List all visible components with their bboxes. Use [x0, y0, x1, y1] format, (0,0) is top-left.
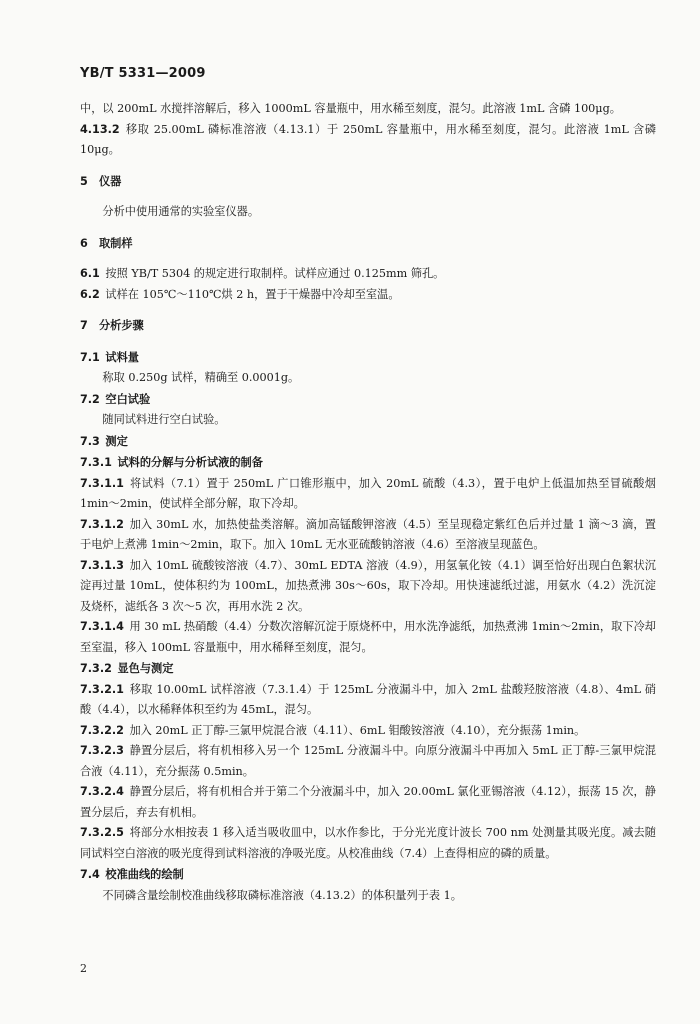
clause-text: 称取 0.250g 试样，精确至 0.0001g。	[102, 371, 300, 384]
clause-text: 空白试验	[105, 391, 151, 406]
clause-text: 试料量	[105, 349, 139, 364]
clause-text: 试样在 105℃～110℃烘 2 h，置于干燥器中冷却至室温。	[105, 287, 400, 301]
numbered-paragraph	[80, 823, 656, 864]
clause-number: 7.3.1.2	[80, 517, 124, 531]
clause-number: 7.1	[80, 350, 100, 364]
clause-text: 校准曲线的绘制	[105, 867, 184, 881]
clause-text: 加入 20mL 正丁醇-三氯甲烷混合液（4.11）、6mL 钼酸铵溶液（4.10），充分振荡 1min。	[129, 723, 586, 737]
clause-text: 移取 25.00mL 磷标准溶液（4.13.1）于 250mL 容量瓶中，用水稀至刻度，混匀。此溶液 1mL 含磷 10μg。	[80, 122, 656, 156]
clause-text: 取制样	[98, 235, 133, 250]
paragraph	[80, 410, 656, 431]
clause-number: 7.3.1.1	[80, 476, 124, 490]
clause-number: 4.13.2	[80, 122, 120, 136]
numbered-paragraph	[80, 99, 656, 120]
subsection-heading	[80, 431, 656, 453]
clause-text: 分析步骤	[98, 318, 144, 332]
numbered-paragraph	[80, 782, 656, 823]
paragraph	[80, 368, 656, 389]
clause-text: 仪器	[98, 173, 122, 188]
section-heading	[80, 315, 656, 337]
numbered-paragraph	[80, 680, 656, 721]
paragraph	[80, 886, 656, 907]
clause-number: 6.1	[80, 267, 100, 280]
subsection-heading	[80, 389, 656, 411]
clause-text: 中，以 200mL 水搅拌溶解后，移入 1000mL 容量瓶中，用水稀至刻度，混匀。此溶液 1mL 含磷 100μg。	[80, 102, 621, 115]
clause-number: 6.2	[80, 287, 100, 301]
clause-number: 7	[80, 319, 88, 332]
clause-text: 移取 10.00mL 试样溶液（7.3.1.4）于 125mL 分液漏斗中，加入 2mL 盐酸羟胺溶液（4.8）、4mL 硝酸（4.4），以水稀释体积至约为 45mL，混匀。	[80, 682, 656, 716]
clause-number: 6	[80, 236, 88, 250]
numbered-paragraph	[80, 285, 656, 306]
numbered-paragraph	[80, 515, 656, 556]
subsection-heading	[80, 864, 656, 886]
document-body	[80, 99, 656, 906]
numbered-paragraph	[80, 721, 656, 742]
clause-text: 按照 YB/T 5304 的规定进行取制样。试样应通过 0.125mm 筛孔。	[105, 267, 445, 280]
numbered-paragraph	[80, 474, 656, 515]
subsection-heading	[80, 347, 656, 369]
clause-text: 分析中使用通常的实验室仪器。	[102, 205, 260, 218]
clause-number: 7.2	[80, 392, 100, 406]
numbered-paragraph	[80, 120, 656, 161]
clause-number: 7.3	[80, 434, 100, 448]
numbered-paragraph	[80, 264, 656, 285]
clause-text: 试料的分解与分析试液的制备	[117, 455, 263, 469]
standard-code-header: YB/T 5331—2009	[80, 66, 206, 81]
clause-text: 用 30 mL 热硝酸（4.4）分数次溶解沉淀于原烧杯中，用水洗净滤纸，加热煮沸 1min～2min，取下冷却至室温，移入 100mL 容量瓶中，用水稀释至刻度，混匀。	[80, 620, 656, 654]
clause-number: 7.3.2	[80, 662, 112, 675]
clause-number: 7.3.2.5	[80, 826, 124, 839]
section-heading	[80, 233, 656, 255]
clause-number: 7.4	[80, 868, 100, 881]
paragraph	[80, 202, 656, 223]
clause-text: 静置分层后，将有机相移入另一个 125mL 分液漏斗中。向原分液漏斗中再加入 5mL 正丁醇-三氯甲烷混合液（4.11），充分振荡 0.5min。	[80, 744, 656, 778]
subsection-heading	[80, 658, 656, 680]
clause-text: 将试料（7.1）置于 250mL 广口锥形瓶中，加入 20mL 硫酸（4.3），置于电炉上低温加热至冒硫酸烟 1min～2min，使试样全部分解，取下冷却。	[80, 476, 656, 510]
clause-text: 加入 10mL 硫酸铵溶液（4.7）、30mL EDTA 溶液（4.9），用氢氧化铵（4.1）调至恰好出现白色絮状沉淀再过量 10mL，使体积约为 100mL，加热煮沸 30s～60s，取下冷却。用快速滤纸过滤，用氨水（4.2）洗沉淀及烧杯，滤纸各 3 次～5 次，再用水洗 2 次。	[80, 558, 656, 613]
clause-number: 7.3.2.1	[80, 682, 124, 696]
clause-text: 静置分层后，将有机相合并于第二个分液漏斗中，加入 20.00mL 氯化亚锡溶液（4.12），振荡 15 次，静置分层后，弃去有机相。	[80, 785, 656, 819]
clause-number: 7.3.2.4	[80, 785, 124, 798]
clause-text: 测定	[105, 433, 128, 448]
section-heading	[80, 171, 656, 193]
clause-number: 7.3.1.3	[80, 558, 124, 572]
clause-text: 不同磷含量绘制校准曲线移取磷标准溶液（4.13.2）的体积量列于表 1。	[102, 888, 462, 902]
clause-text: 将部分水相按表 1 移入适当吸收皿中，以水作参比，于分光光度计波长 700 nm 处测量其吸光度。减去随同试料空白溶液的吸光度得到试料溶液的净吸光度。从校准曲线（7.4）上查得相应的磷的质量。	[80, 826, 656, 860]
subsection-heading	[80, 452, 656, 474]
numbered-paragraph	[80, 617, 656, 658]
page-number: 2	[80, 962, 87, 975]
clause-text: 随同试料进行空白试验。	[102, 413, 226, 426]
numbered-paragraph	[80, 741, 656, 782]
clause-number: 5	[80, 174, 88, 188]
clause-number: 7.3.2.3	[80, 744, 124, 757]
clause-number: 7.3.2.2	[80, 723, 124, 737]
clause-number: 7.3.1.4	[80, 620, 124, 633]
numbered-paragraph	[80, 556, 656, 618]
clause-text: 加入 30mL 水，加热使盐类溶解。滴加高锰酸钾溶液（4.5）至呈现稳定紫红色后并过量 1 滴～3 滴，置于电炉上煮沸 1min～2min，取下。加入 10mL 无水亚硫酸钠溶液（4.6）至溶液呈现蓝色。	[80, 517, 656, 551]
clause-text: 显色与测定	[117, 661, 174, 675]
clause-number: 7.3.1	[80, 456, 112, 469]
